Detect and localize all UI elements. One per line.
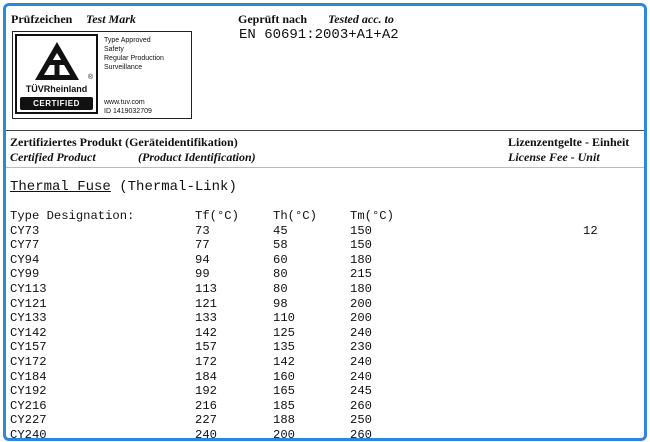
temperature-cell: 160 [273,369,295,384]
temperature-cell: 240 [350,325,372,340]
temperature-cell: 188 [273,413,295,428]
temperature-cell: 245 [350,384,372,399]
tested-label-en: Tested acc. to [328,12,394,26]
type-designation-cell: CY227 [10,413,47,428]
test-mark-box [12,31,192,119]
temperature-cell: 216 [195,398,217,413]
registered-mark: ® [87,74,93,81]
license-fee-value: 12 [583,224,598,238]
temperature-cell: 94 [195,252,210,267]
column-header: Tm(°C) [350,209,394,223]
temperature-cell: 180 [350,281,372,296]
tuv-triangle-icon [33,40,81,82]
temperature-cell: 180 [350,252,372,267]
tuv-logo [15,34,98,114]
temperature-cell: 200 [350,296,372,311]
temperature-cell: 58 [273,238,288,253]
temperature-cell: 260 [350,427,372,441]
license-fee-label-en: License Fee - Unit [508,150,600,164]
type-designation-cell: CY216 [10,398,47,413]
type-designation-cell: CY157 [10,340,47,355]
type-designation-cell: CY99 [10,267,40,282]
temperature-cell: 157 [195,340,217,355]
temperature-cell: 185 [273,398,295,413]
tested-label-de: Geprüft nach [238,12,307,26]
column-header: Th(°C) [273,209,317,223]
temperature-cell: 133 [195,311,217,326]
mark-id: ID 1419032709 [104,108,152,115]
mark-website: www.tuv.com [104,99,145,106]
certified-product-label-de: Zertifiziertes Produkt (Geräteidentifikation) [10,135,238,149]
temperature-cell: 121 [195,296,217,311]
product-title [10,179,237,195]
test-mark-label-en: Test Mark [86,12,136,26]
temperature-cell: 125 [273,325,295,340]
temperature-cell: 99 [195,267,210,282]
test-mark-label-de: Prüfzeichen [11,12,73,26]
temperature-cell: 250 [350,413,372,428]
mark-descriptions [104,36,164,72]
temperature-cell: 184 [195,369,217,384]
temperature-cell: 227 [195,413,217,428]
type-designation-cell: CY184 [10,369,47,384]
document-frame [3,3,647,441]
temperature-cell: 110 [273,311,295,326]
temperature-cell: 98 [273,296,288,311]
product-name: Thermal Fuse [10,179,111,195]
type-designation-cell: CY192 [10,384,47,399]
temperature-cell: 200 [350,311,372,326]
mark-line: Safety [104,46,124,53]
mark-line: Regular Production [104,55,164,62]
temperature-cell: 200 [273,427,295,441]
temperature-cell: 172 [195,354,217,369]
temperature-cell: 240 [350,354,372,369]
type-designation-cell: CY77 [10,238,40,253]
temperature-cell: 240 [350,369,372,384]
temperature-cell: 240 [195,427,217,441]
license-fee-label-de: Lizenzentgelte - Einheit [508,135,630,149]
temperature-cell: 60 [273,252,288,267]
mark-line: Surveillance [104,64,143,71]
column-header: Type Designation: [10,209,135,223]
temperature-cell: 150 [350,238,372,253]
certified-product-label-en: Certified Product [10,150,96,164]
temperature-cell: 113 [195,281,217,296]
section-divider [6,130,644,131]
type-designation-cell: CY121 [10,296,47,311]
tuv-brand: TÜVRheinland [25,84,88,94]
type-designation-cell: CY172 [10,354,47,369]
mark-website-block [104,98,152,116]
temperature-cell: 215 [350,267,372,282]
temperature-cell: 73 [195,223,210,238]
temperature-cell: 135 [273,340,295,355]
temperature-cell: 142 [195,325,217,340]
type-designation-cell: CY142 [10,325,47,340]
light-divider [6,167,644,168]
temperature-cell: 142 [273,354,295,369]
temperature-cell: 192 [195,384,217,399]
temperature-cell: 80 [273,267,288,282]
column-header: Tf(°C) [195,209,239,223]
standard-number: EN 60691:2003+A1+A2 [239,27,399,43]
certified-badge: CERTIFIED [20,97,93,110]
type-designation-cell: CY133 [10,311,47,326]
temperature-cell: 230 [350,340,372,355]
temperature-cell: 150 [350,223,372,238]
type-designation-cell: CY113 [10,281,47,296]
temperature-cell: 77 [195,238,210,253]
temperature-cell: 165 [273,384,295,399]
type-designation-cell: CY94 [10,252,40,267]
product-identification-label-en: (Product Identification) [138,150,256,164]
temperature-cell: 260 [350,398,372,413]
mark-line: Type Approved [104,37,151,44]
product-subtitle: (Thermal-Link) [119,179,237,195]
type-designation-cell: CY240 [10,427,47,441]
type-designation-cell: CY73 [10,223,40,238]
temperature-cell: 45 [273,223,288,238]
temperature-cell: 80 [273,281,288,296]
